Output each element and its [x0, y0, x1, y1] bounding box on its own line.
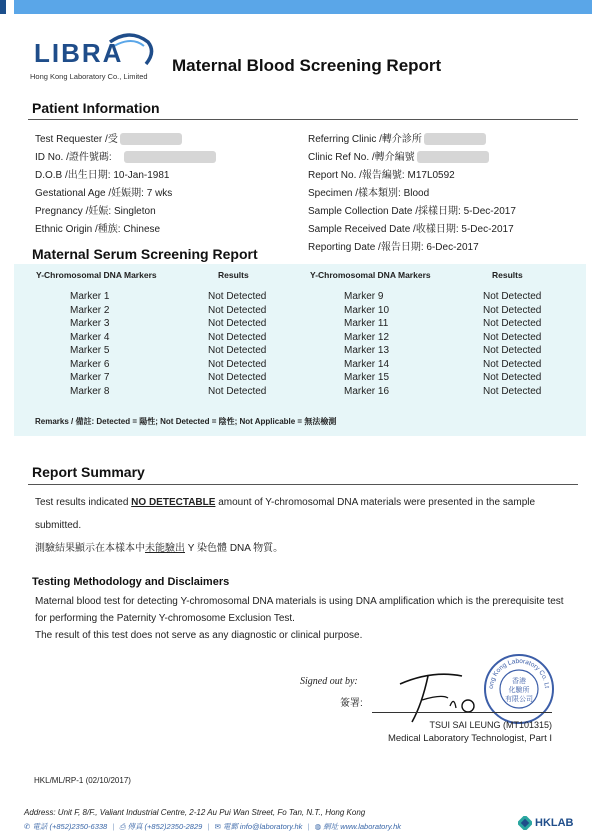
marker-result: Not Detected — [483, 385, 542, 397]
marker-name: Marker 1 — [70, 291, 110, 302]
logo-subtitle: Hong Kong Laboratory Co., Limited — [30, 72, 148, 81]
info-clinic-ref: Clinic Ref No. /轉介編號 — [308, 148, 489, 163]
marker-name: Marker 7 — [70, 372, 110, 383]
svg-text:Hong Kong Laboratory Co. Ltd.: ong Kong Laboratory Co. Lt — [487, 657, 550, 690]
info-specimen: Specimen /樣本類別: Blood — [308, 188, 430, 199]
marker-name: Marker 12 — [344, 331, 390, 343]
hklab-mark-icon — [518, 816, 532, 830]
marker-name: Marker 9 — [344, 291, 384, 302]
marker-name: Marker 4 — [70, 331, 110, 343]
marker-result: Not Detected — [208, 345, 267, 356]
info-id-no: ID No. /證件號碼: — [35, 148, 216, 163]
marker-name: Marker 2 — [70, 304, 110, 316]
company-stamp — [482, 652, 556, 726]
marker-result: Not Detected — [483, 331, 542, 343]
marker-result: Not Detected — [208, 304, 267, 316]
logo-word: LIBRA — [34, 38, 124, 68]
marker-name: Marker 8 — [70, 385, 110, 397]
info-gestational-age: Gestational Age /妊娠期: 7 wks — [35, 188, 173, 199]
serum-heading: Maternal Serum Screening Report — [32, 246, 258, 262]
info-received-date: Sample Received Date /收樣日期: 5-Dec-2017 — [308, 224, 514, 235]
footer-phone: 電話 (+852)2350-6338 — [32, 822, 108, 831]
hklab-logo: HKLAB — [518, 816, 574, 830]
form-code: HKL/ML/RP-1 (02/10/2017) — [34, 776, 131, 785]
svg-text:化驗所: 化驗所 — [508, 686, 530, 694]
handwritten-signature — [392, 664, 492, 726]
marker-result: Not Detected — [483, 291, 542, 302]
col-header-markers-left: Y-Chromosomal DNA Markers — [36, 270, 157, 280]
phone-icon: ✆ — [24, 822, 31, 831]
summary-line-2: submitted. — [35, 520, 82, 531]
marker-result: Not Detected — [483, 372, 542, 383]
globe-icon: ◍ — [314, 822, 322, 831]
summary-line-1: Test results indicated NO DETECTABLE amount of Y-chromosomal DNA materials were presented in the sample — [35, 497, 536, 508]
method-line-3: The result of this test does not serve as any diagnostic or clinical purpose. — [35, 630, 363, 641]
stamp-seal-icon — [482, 652, 556, 726]
footer-contact: ✆ 電話 (+852)2350-6338 | ⎙ 傳真 (+852)2350-2829 | ✉ 電郵 info@laboratory.hk | ◍ 網址 www.laboratory.hk — [24, 822, 402, 831]
mail-icon: ✉ — [214, 822, 221, 831]
signer-name: TSUI SAI LEUNG (MT101315) — [429, 720, 552, 730]
section-divider — [28, 119, 578, 120]
marker-name: Marker 13 — [344, 345, 390, 356]
report-title: Maternal Blood Screening Report — [172, 56, 442, 75]
info-referring-clinic: Referring Clinic /轉介診所 — [308, 130, 486, 145]
marker-result: Not Detected — [208, 385, 267, 397]
marker-name: Marker 16 — [344, 385, 390, 397]
marker-name: Marker 5 — [70, 345, 110, 356]
signed-out-label: Signed out by: — [300, 676, 358, 687]
svg-text:香港: 香港 — [512, 677, 526, 685]
summary-chinese: 測驗結果顯示在本樣本中未能驗出 Y 染色體 DNA 物質。 — [35, 543, 284, 554]
top-color-bar — [0, 0, 600, 14]
marker-result: Not Detected — [483, 318, 542, 329]
section-divider — [28, 484, 578, 485]
marker-name: Marker 10 — [344, 304, 390, 316]
marker-result: Not Detected — [483, 358, 542, 370]
method-heading: Testing Methodology and Disclaimers — [32, 576, 230, 588]
marker-result: Not Detected — [208, 318, 267, 329]
marker-name: Marker 11 — [344, 318, 389, 329]
marker-result: Not Detected — [483, 304, 542, 316]
signature-line — [372, 712, 552, 713]
libra-logo — [30, 30, 160, 82]
info-report-no: Report No. /報告編號: M17L0592 — [308, 170, 455, 181]
footer-web: 網址 www.laboratory.hk — [323, 822, 402, 831]
marker-name: Marker 14 — [344, 358, 390, 370]
col-header-results-left: Results — [218, 270, 249, 280]
footer-fax: 傳真 (+852)2350-2829 — [127, 822, 203, 831]
footer-address: Address: Unit F, 8/F., Valiant Industrial Centre, 2-12 Au Pui Wan Street, Fo Tan, N.T., Hong Kong — [24, 808, 366, 817]
svg-text:有限公司: 有限公司 — [505, 695, 533, 703]
info-collection-date: Sample Collection Date /採樣日期: 5-Dec-2017 — [308, 206, 516, 217]
info-reporting-date: Reporting Date /報告日期: 6-Dec-2017 — [308, 242, 479, 253]
signed-chinese-label: 簽署: — [340, 698, 363, 709]
col-header-results-right: Results — [492, 270, 523, 280]
patient-info-heading: Patient Information — [32, 100, 160, 116]
marker-result: Not Detected — [208, 358, 267, 370]
marker-name: Marker 15 — [344, 372, 390, 383]
summary-heading: Report Summary — [32, 464, 145, 480]
info-ethnic-origin: Ethnic Origin /種族: Chinese — [35, 224, 161, 235]
marker-name: Marker 6 — [70, 358, 110, 370]
col-header-markers-right: Y-Chromosomal DNA Markers — [310, 270, 431, 280]
info-test-requester: Test Requester /受 — [35, 130, 182, 145]
info-dob: D.O.B /出生日期: 10-Jan-1981 — [35, 170, 170, 181]
marker-result: Not Detected — [208, 331, 267, 343]
method-line-2: for performing the Paternity Y-chromosome Exclusion Test. — [35, 613, 295, 624]
marker-result: Not Detected — [483, 345, 542, 356]
fax-icon: ⎙ — [119, 822, 126, 831]
remarks: Remarks / 備註: Detected = 陽性; Not Detected = 陰性; Not Applicable = 無法檢測 — [35, 417, 337, 426]
signer-title: Medical Laboratory Technologist, Part I — [387, 733, 552, 744]
info-pregnancy: Pregnancy /妊娠: Singleton — [35, 206, 156, 217]
footer-email: 電郵 info@laboratory.hk — [222, 822, 303, 831]
marker-name: Marker 3 — [70, 318, 110, 329]
marker-result: Not Detected — [208, 372, 267, 383]
method-line-1: Maternal blood test for detecting Y-chromosomal DNA materials is using DNA amplification which is the prerequisite test — [35, 596, 564, 607]
marker-result: Not Detected — [208, 291, 267, 302]
